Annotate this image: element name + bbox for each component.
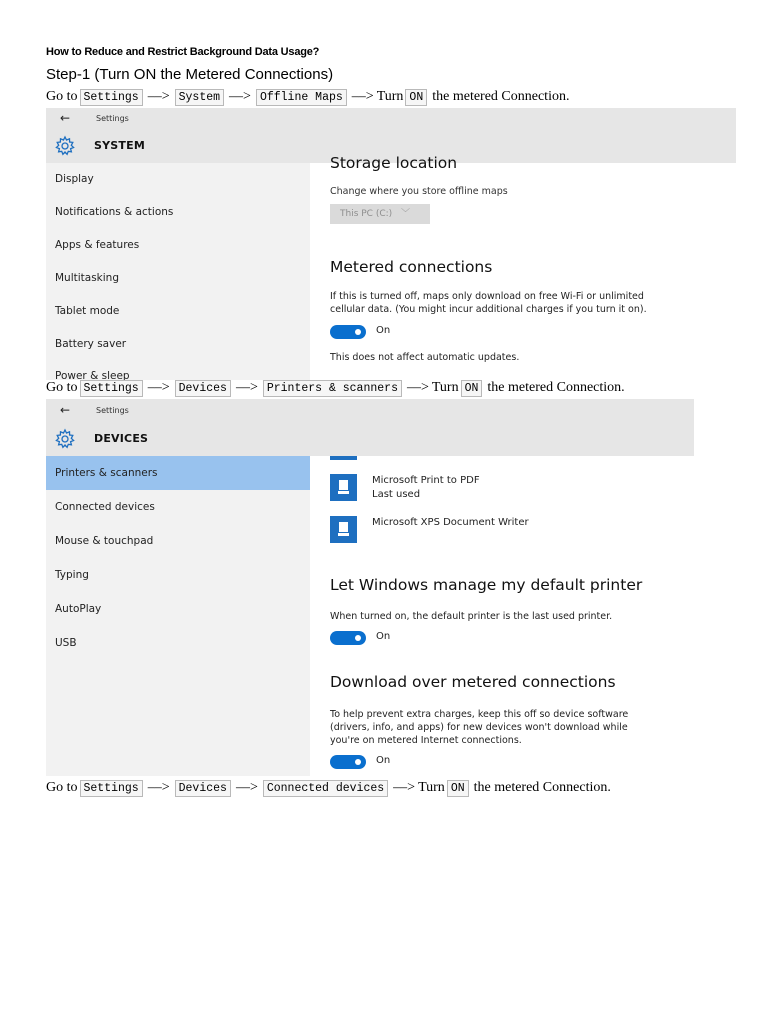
sidebar-item-apps[interactable]: Apps & features bbox=[55, 239, 140, 251]
sidebar-item-display[interactable]: Display bbox=[55, 173, 94, 185]
sidebar-item-power-sleep[interactable]: Power & sleep bbox=[55, 370, 130, 380]
instruction-turn: Turn bbox=[431, 380, 459, 395]
path-arrow: ––> bbox=[235, 780, 258, 795]
default-printer-toggle-label: On bbox=[376, 631, 391, 642]
sidebar-item-typing[interactable]: Typing bbox=[55, 569, 89, 581]
sidebar-item-connected-devices[interactable]: Connected devices bbox=[55, 501, 155, 513]
instruction-rest: the metered Connection. bbox=[473, 780, 611, 795]
storage-dropdown[interactable] bbox=[330, 204, 430, 224]
instruction-turn: Turn bbox=[376, 89, 404, 104]
printer-status: Last used bbox=[372, 489, 421, 500]
path-connected-devices: Connected devices bbox=[263, 780, 388, 797]
path-devices: Devices bbox=[175, 780, 231, 797]
storage-value: This PC (C:) bbox=[340, 209, 393, 219]
sidebar-item-usb[interactable]: USB bbox=[55, 637, 77, 649]
instruction-go: Go to bbox=[46, 380, 78, 395]
download-metered-heading: Download over metered connections bbox=[330, 673, 616, 691]
storage-location-desc: Change where you store offline maps bbox=[330, 186, 508, 197]
updates-note: This does not affect automatic updates. bbox=[330, 352, 520, 363]
sidebar bbox=[46, 163, 310, 380]
metered-desc-line2: cellular data. (You might incur additional charges if you turn it on). bbox=[330, 304, 647, 315]
offline-maps-content bbox=[330, 108, 736, 380]
default-printer-heading: Let Windows manage my default printer bbox=[330, 576, 643, 594]
path-settings: Settings bbox=[80, 89, 143, 106]
instruction-line bbox=[46, 88, 572, 106]
metered-desc-line1: If this is turned off, maps only download on free Wi-Fi or unlimited bbox=[330, 291, 644, 302]
instruction-turn: Turn bbox=[418, 780, 445, 795]
download-metered-toggle-label: On bbox=[376, 755, 391, 766]
devices-settings-screenshot bbox=[46, 399, 694, 776]
printer-name[interactable]: Microsoft XPS Document Writer bbox=[372, 517, 529, 528]
path-arrow: ––> bbox=[406, 380, 429, 395]
path-arrow: ––> bbox=[235, 380, 258, 395]
path-on: ON bbox=[461, 380, 483, 397]
instruction-line bbox=[46, 779, 614, 797]
path-on: ON bbox=[405, 89, 427, 106]
printer-name[interactable]: Microsoft Print to PDF bbox=[372, 475, 480, 486]
printer-icon bbox=[330, 456, 357, 460]
document-title: How to Reduce and Restrict Background Data Usage? bbox=[46, 46, 320, 58]
instruction-rest: the metered Connection. bbox=[432, 89, 570, 104]
default-printer-toggle[interactable] bbox=[330, 631, 366, 645]
path-settings: Settings bbox=[80, 780, 143, 797]
instruction-go: Go to bbox=[46, 89, 78, 104]
default-printer-desc: When turned on, the default printer is the last used printer. bbox=[330, 611, 613, 622]
path-on: ON bbox=[447, 780, 469, 797]
download-desc-line3: you're on metered Internet connections. bbox=[330, 735, 522, 746]
path-arrow: ––> bbox=[147, 780, 170, 795]
download-desc-line1: To help prevent extra charges, keep this off so device software bbox=[330, 709, 629, 720]
sidebar bbox=[46, 456, 310, 776]
printer-icon bbox=[330, 516, 357, 543]
sidebar-item-multitasking[interactable]: Multitasking bbox=[55, 272, 120, 284]
sidebar-item-mouse-touchpad[interactable]: Mouse & touchpad bbox=[55, 535, 154, 547]
path-arrow: ––> bbox=[147, 89, 170, 104]
path-system: System bbox=[175, 89, 224, 106]
path-arrow: ––> bbox=[393, 780, 416, 795]
instruction-rest: the metered Connection. bbox=[487, 380, 625, 395]
section-title: SYSTEM bbox=[94, 139, 145, 152]
sidebar-item-autoplay[interactable]: AutoPlay bbox=[55, 603, 102, 615]
download-desc-line2: (drivers, info, and apps) for new devices won't download while bbox=[330, 722, 628, 733]
sidebar-item-notifications[interactable]: Notifications & actions bbox=[55, 206, 174, 218]
instruction-line bbox=[46, 379, 628, 397]
path-arrow: ––> bbox=[147, 380, 170, 395]
app-title: Settings bbox=[96, 114, 129, 123]
path-printers-scanners: Printers & scanners bbox=[263, 380, 402, 397]
metered-toggle-label: On bbox=[376, 325, 391, 336]
chevron-down-icon: ﹀ bbox=[401, 209, 411, 219]
back-arrow-icon[interactable]: ← bbox=[60, 111, 71, 125]
path-arrow: ––> bbox=[351, 89, 374, 104]
sidebar-item-tablet-mode[interactable]: Tablet mode bbox=[55, 305, 120, 317]
storage-location-heading: Storage location bbox=[330, 154, 458, 172]
path-devices: Devices bbox=[175, 380, 231, 397]
instruction-go: Go to bbox=[46, 780, 78, 795]
sidebar-item-printers-scanners[interactable]: Printers & scanners bbox=[46, 456, 310, 490]
step-heading: Step-1 (Turn ON the Metered Connections) bbox=[46, 66, 334, 83]
path-arrow: ––> bbox=[229, 89, 251, 104]
path-settings: Settings bbox=[80, 380, 143, 397]
metered-connections-heading: Metered connections bbox=[330, 258, 493, 276]
app-title: Settings bbox=[96, 406, 129, 415]
path-offline-maps: Offline Maps bbox=[256, 89, 347, 106]
system-settings-screenshot bbox=[46, 108, 736, 380]
gear-icon bbox=[54, 428, 76, 454]
gear-icon bbox=[54, 135, 76, 161]
download-metered-toggle[interactable] bbox=[330, 755, 366, 769]
metered-toggle[interactable] bbox=[330, 325, 366, 339]
printers-content bbox=[330, 399, 694, 776]
section-title: DEVICES bbox=[94, 432, 149, 445]
printer-icon bbox=[330, 474, 357, 501]
back-arrow-icon[interactable]: ← bbox=[60, 403, 71, 417]
sidebar-item-battery-saver[interactable]: Battery saver bbox=[55, 338, 127, 350]
